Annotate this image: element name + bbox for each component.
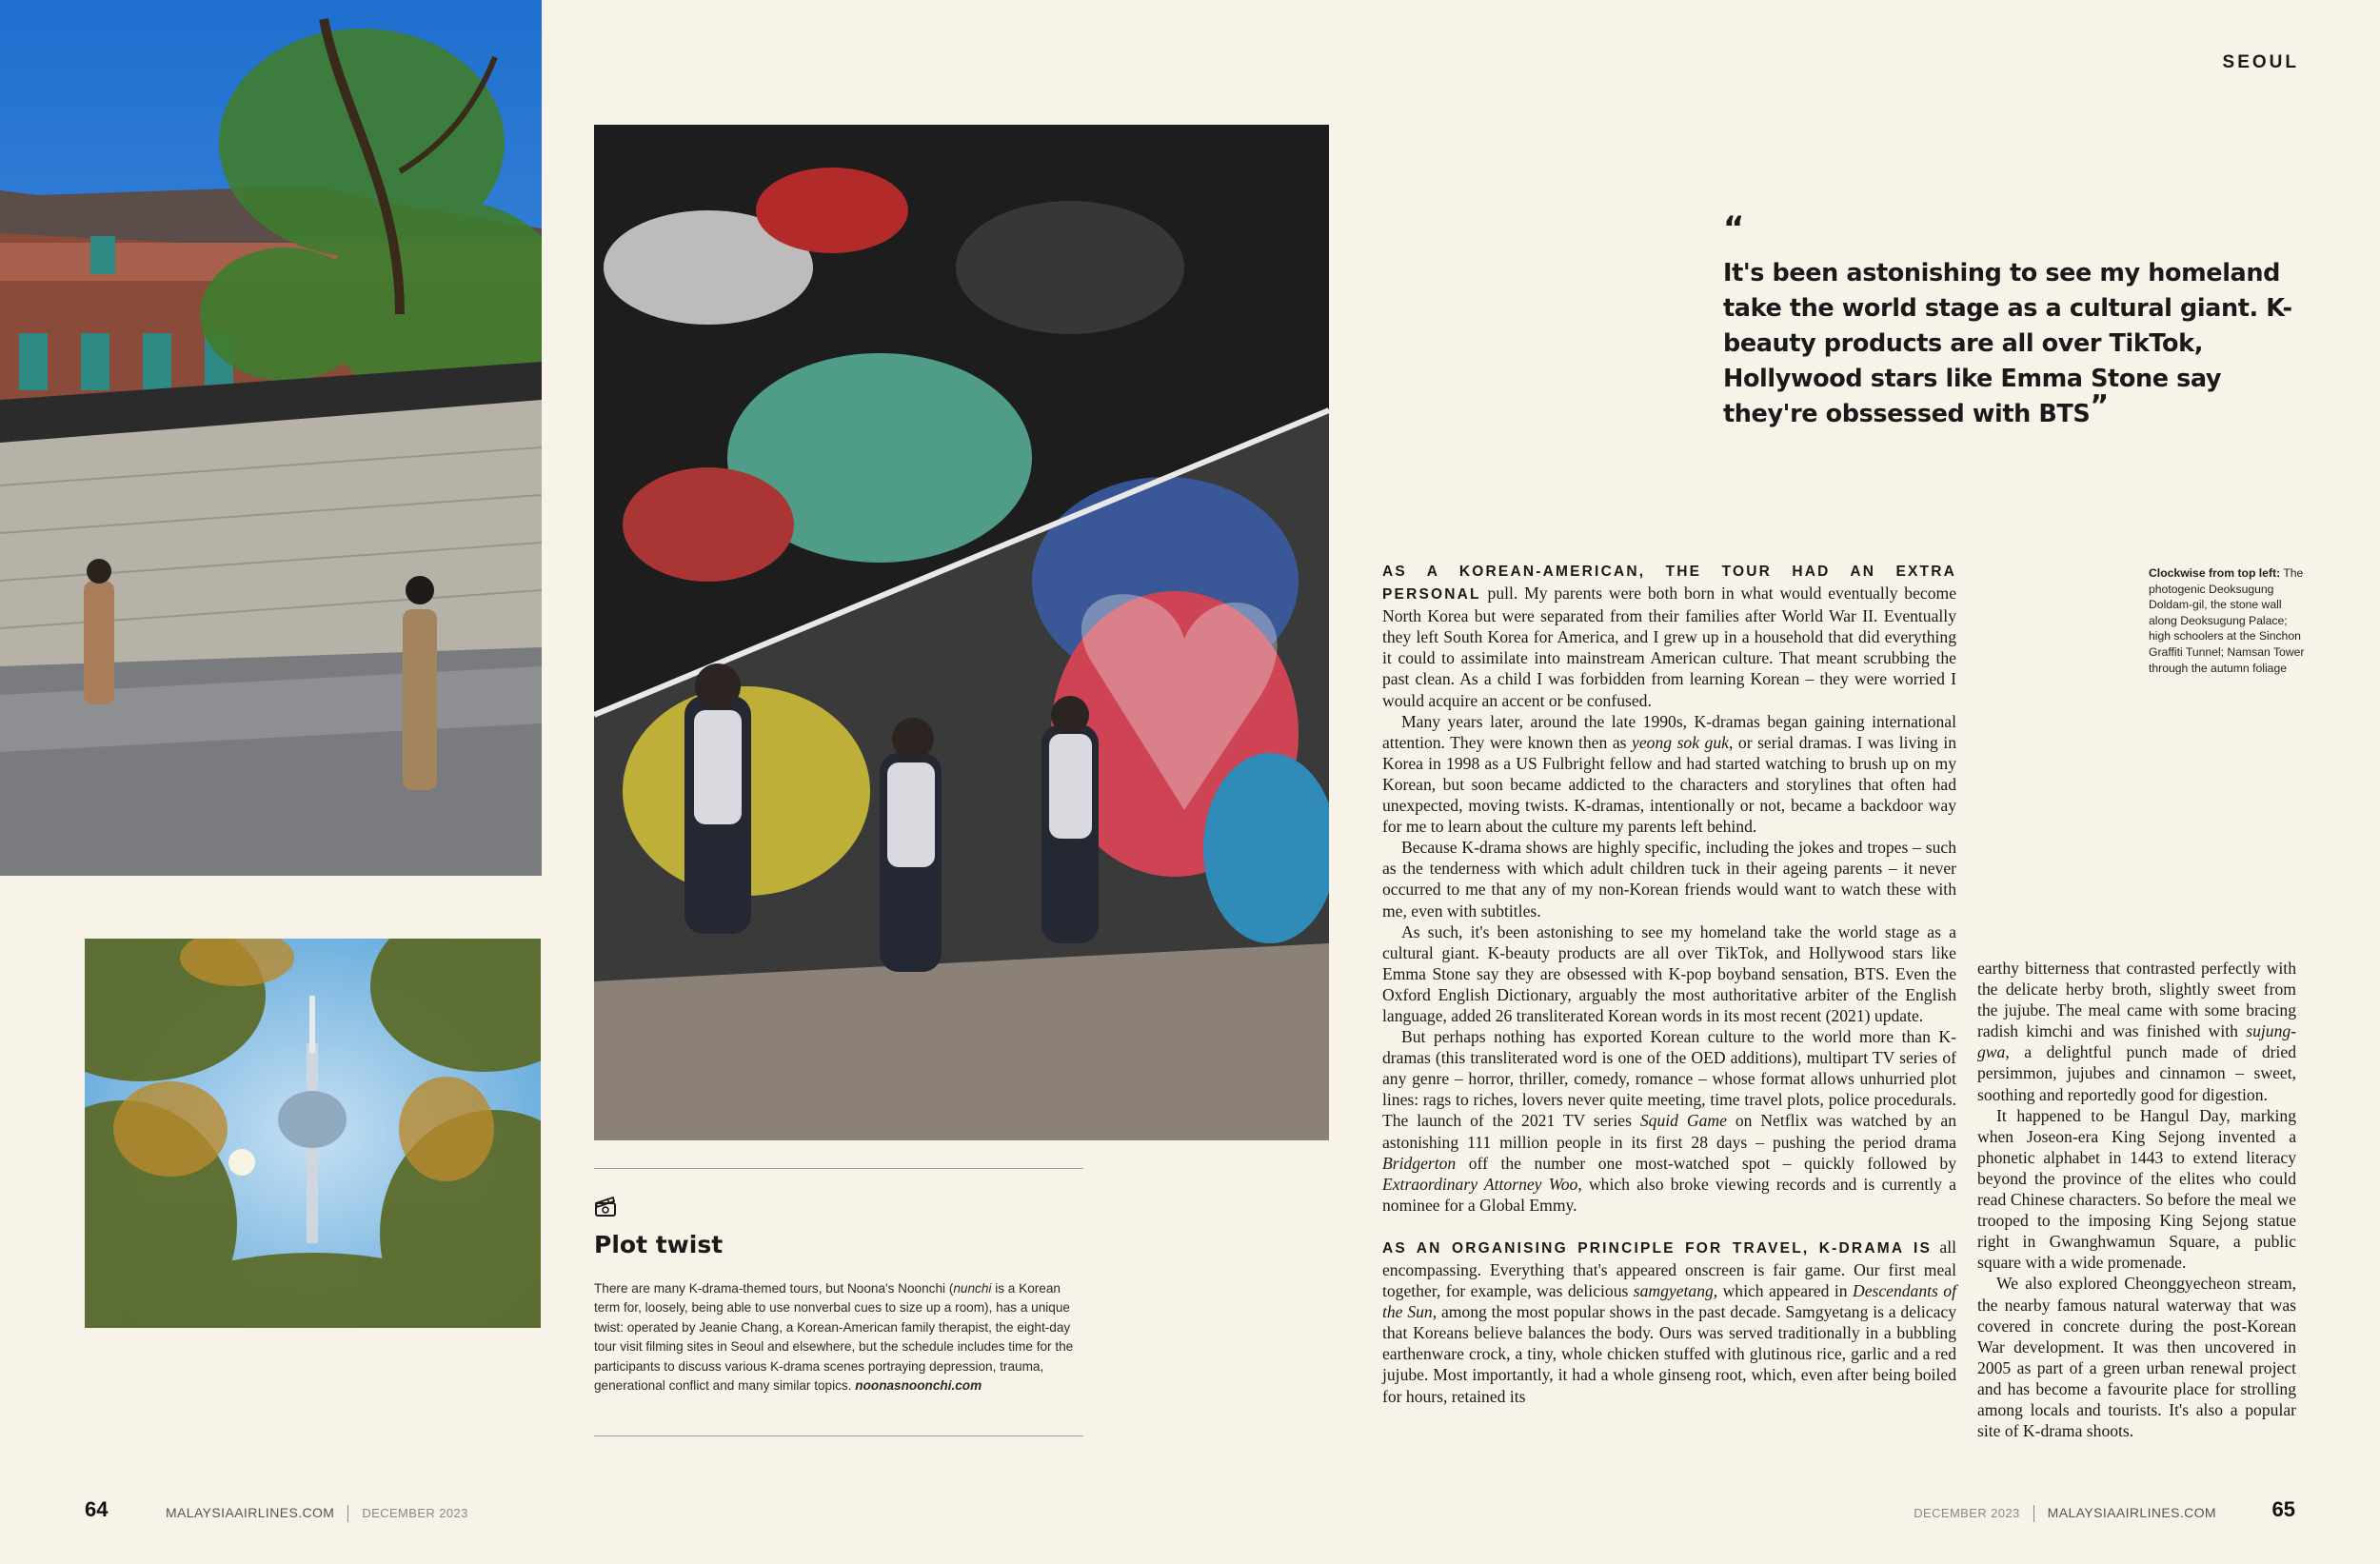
- paragraph-text: , which appeared in: [1713, 1281, 1848, 1301]
- footer-site: MALAYSIAAIRLINES.COM: [2047, 1505, 2216, 1520]
- paragraph-text: , among the most popular shows in the past decade. Samgyetang is a delicacy that Koreans believe balances the body. Ours was served traditionally in a bubbling earthenware crock, a tiny, whole chicken stuffed with glutinous rice, garlic and a red jujube. Most importantly, it had a whole ginseng root, which, even after being boiled for hours, retained its: [1382, 1302, 1956, 1406]
- paragraph: Because K-drama shows are highly specific, including the jokes and tropes – such as the tenderness with which adult children tuck in their ageing parents – it never occurred to me that any of my non-Korean friends would want to watch these with me, even with subtitles.: [1382, 838, 1956, 921]
- italic-title: Extraordinary Attorney Woo: [1382, 1174, 1578, 1194]
- italic-title: Bridgerton: [1382, 1153, 1457, 1173]
- paragraph-text: off the number one most-watched spot – quickly followed by: [1468, 1153, 1956, 1173]
- paragraph-text: earthy bitterness that contrasted perfectly with the delicate herby broth, slightly sweet from the jujube. The meal came with some bracing radish kimchi and was finished with: [1977, 959, 2296, 1041]
- italic-title: Descendants of the Sun: [1382, 1281, 1956, 1322]
- sidebar-rule-top: [594, 1168, 1083, 1169]
- paragraph: As such, it's been astonishing to see my homeland take the world stage as a cultural giant. K-beauty products are all over TikTok, and Hollywood stars like Emma Stone say they are obsessed with K-pop boyband sensation, BTS. Even the Oxford English Dictionary, arguably the most authoritative arbiter of the English language, added 26 transliterated Korean words in its most recent (2021) update.: [1382, 921, 1956, 1025]
- italic-term: samgyetang: [1633, 1281, 1714, 1301]
- paragraph: It happened to be Hangul Day, marking when Joseon-era King Sejong invented a phonetic alphabet in 1443 to extend literacy beyond the province of the elites who could read Chinese characters. So before the meal we trooped to the imposing King Sejong statue right in Gwanghwamun Square, a public square with a wide promenade.: [1977, 1105, 2296, 1273]
- lead-in: AS AN ORGANISING PRINCIPLE FOR TRAVEL, K-DRAMA IS: [1382, 1239, 1933, 1257]
- paragraph: We also explored Cheonggyecheon stream, the nearby famous natural waterway that was covered in concrete during the post-Korean War development. It was then uncovered in 2005 as part of a green urban renewal project and has become a favourite place for strolling among locals and tourists. It's also a popular site of K-drama shoots.: [1977, 1274, 2296, 1441]
- sidebar-title: Plot twist: [594, 1231, 724, 1258]
- footer-site: MALAYSIAAIRLINES.COM: [166, 1505, 335, 1520]
- film-clapper-icon: [594, 1195, 617, 1218]
- pull-quote: [1723, 209, 2313, 432]
- sidebar-text: is a Korean term for, loosely, being able to use nonverbal cues to size up a room), has a unique twist: operated by Jeanie Chang, a Korean-American family therapist, the eight-day tour visit filming sites in Seoul and elsewhere, but the schedule includes time for the participants to discuss various K-drama scenes portraying depression, trauma, generational conflict and many similar topics.: [594, 1281, 1074, 1394]
- paragraph-text: But perhaps nothing has exported Korean culture to the world more than K-dramas (this transliterated word is one of the OED additions), multipart TV series of any genre – horror, thriller, comedy, romance – whose format allows unhurried plot lines: rags to riches, lovers never quite meeting, time travel plots, police procedurals. The launch of the 2021 TV series: [1382, 1027, 1956, 1131]
- photo-namsan-tower: [85, 939, 541, 1328]
- caption-text: The photogenic Deoksugung Doldam-gil, the stone wall along Deoksugung Palace; high schoolers at the Sinchon Graffiti Tunnel; Namsan Tower through the autumn foliage: [2149, 566, 2305, 675]
- footer-left: [166, 1505, 468, 1522]
- quote-close-mark: ”: [2090, 389, 2109, 423]
- footer-right: [1914, 1505, 2216, 1522]
- page-number-right: 65: [2271, 1497, 2295, 1521]
- footer-date: DECEMBER 2023: [362, 1506, 468, 1520]
- paragraph: [1382, 560, 1956, 711]
- pull-quote-body: It's been astonishing to see my homeland take the world stage as a cultural giant. K-beauty products are all over TikTok, Hollywood stars like Emma Stone say they're obssessed with BTS: [1723, 259, 2292, 428]
- paragraph-text: Many years later, around the late 1990s, K-dramas began gaining international attention. They were known then as: [1382, 711, 1956, 752]
- paragraph: [1977, 958, 2296, 1105]
- footer-date: DECEMBER 2023: [1914, 1506, 2020, 1520]
- pull-quote-text: [1723, 256, 2313, 432]
- article-column-2: [1977, 958, 2296, 1441]
- italic-term: sujung-gwa: [1977, 1021, 2297, 1062]
- footer-divider: [2033, 1505, 2034, 1522]
- sidebar-link[interactable]: noonasnoonchi.com: [855, 1378, 982, 1394]
- page-number-left: 64: [85, 1497, 109, 1521]
- paragraph-text: , which also broke viewing records and is currently a nominee for a Global Emmy.: [1382, 1174, 1956, 1215]
- paragraph-text: on Netflix was watched by an astonishing 111 million people in its first 28 days – pushing the period drama: [1382, 1111, 1956, 1152]
- sidebar-body: [594, 1279, 1080, 1396]
- quote-open-mark: “: [1723, 209, 1745, 247]
- italic-title: Squid Game: [1639, 1111, 1727, 1131]
- photo-graffiti-tunnel: [594, 125, 1329, 1140]
- italic-term: nunchi: [953, 1281, 992, 1296]
- photo-caption: [2149, 565, 2311, 676]
- paragraph-text: pull. My parents were both born in what would eventually become North Korea but were separated from their families after World War II. Eventually they left South Korea for America, and I grew up in a household that did everything it could to assimilate into mainstream American culture. That meant scrubbing the past clean. As a child I was forbidden from learning Korean – they were worried I would acquire an accent or be confused.: [1382, 584, 1956, 710]
- article-column-1: [1382, 560, 1956, 1407]
- italic-term: yeong sok guk: [1632, 732, 1729, 752]
- photo-palace-wall: [0, 0, 542, 876]
- paragraph: [1382, 711, 1956, 838]
- paragraph-text: all encompassing. Everything that's appeared onscreen is fair game. Our first meal together, for example, was delicious: [1382, 1237, 1956, 1301]
- sidebar-rule-bottom: [594, 1435, 1083, 1436]
- sidebar-text: There are many K-drama-themed tours, but Noona's Noonchi (: [594, 1281, 954, 1296]
- paragraph-text: , a delightful punch made of dried persimmon, jujubes and cinnamon – sweet, soothing and reportedly good for digestion.: [1977, 1042, 2296, 1104]
- paragraph: [1382, 1237, 1956, 1407]
- lead-in: AS A KOREAN-AMERICAN, THE TOUR HAD AN EXTRA PERSONAL: [1382, 564, 1956, 604]
- paragraph-text: , or serial dramas. I was living in Korea in 1998 as a US Fulbright fellow and had started watching to brush up on my Korean, but soon became addicted to the characters and storylines that often had unexpected, moving twists. K-dramas, intentionally or not, became a backdoor way for me to learn about the culture my parents left behind.: [1382, 732, 1957, 837]
- section-label: SEOUL: [2222, 52, 2299, 72]
- footer-divider: [347, 1505, 348, 1522]
- caption-lead: Clockwise from top left:: [2149, 566, 2281, 580]
- paragraph: [1382, 1026, 1956, 1216]
